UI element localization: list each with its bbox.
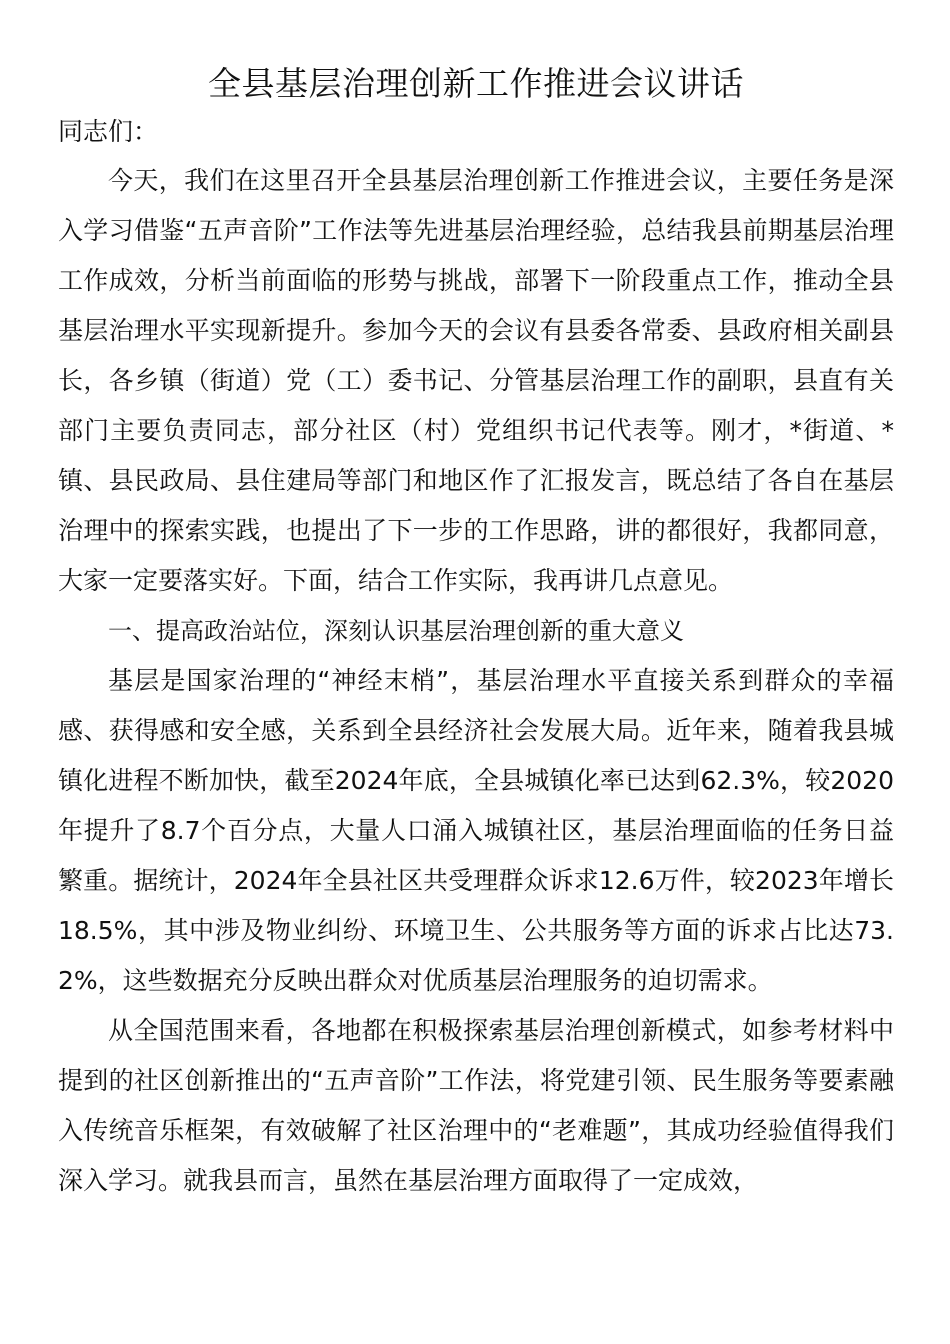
intro-paragraph: 今天，我们在这里召开全县基层治理创新工作推进会议，主要任务是深入学习借鉴“五声音阶”工作法等先进基层治理经验，总结我县前期基层治理工作成效，分析当前面临的形势与挑战，部署下一阶段重点工作，推动全县基层治理水平实现新提升。参加今天的会议有县委各常委、县政府相关副县长，各乡镇（街道）党（工）委书记、分管基层治理工作的副职，县直有关部门主要负责同志，部分社区（村）党组织书记代表等。刚才，*街道、*镇、县民政局、县住建局等部门和地区作了汇报发言，既总结了各自在基层治理中的探索实践，也提出了下一步的工作思路，讲的都很好，我都同意，大家一定要落实好。下面，结合工作实际，我再讲几点意见。 xyxy=(58,166,894,595)
salutation: 同志们： xyxy=(58,117,159,146)
section-paragraph-1: 基层是国家治理的“神经末梢”，基层治理水平直接关系到群众的幸福感、获得感和安全感，关系到全县经济社会发展大局。近年来，随着我县城镇化进程不断加快，截至2024年底，全县城镇化率已达到62.3%，较2020年提升了8.7个百分点，大量人口涌入城镇社区，基层治理面临的任务日益繁重。据统计，2024年全县社区共受理群众诉求12.6万件，较2023年增长18.5%，其中涉及物业纠纷、环境卫生、公共服务等方面的诉求占比达73.2%，这些数据充分反映出群众对优质基层治理服务的迫切需求。 xyxy=(58,666,894,995)
section-paragraph-2: 从全国范围来看，各地都在积极探索基层治理创新模式，如参考材料中提到的社区创新推出的“五声音阶”工作法，将党建引领、民生服务等要素融入传统音乐框架，有效破解了社区治理中的“老难题”，其成功经验值得我们深入学习。就我县而言，虽然在基层治理方面取得了一定成效， xyxy=(58,1016,894,1195)
document-title: 全县基层治理创新工作推进会议讲话 xyxy=(208,64,744,103)
section-heading: 一、提高政治站位，深刻认识基层治理创新的重大意义 xyxy=(108,617,684,645)
